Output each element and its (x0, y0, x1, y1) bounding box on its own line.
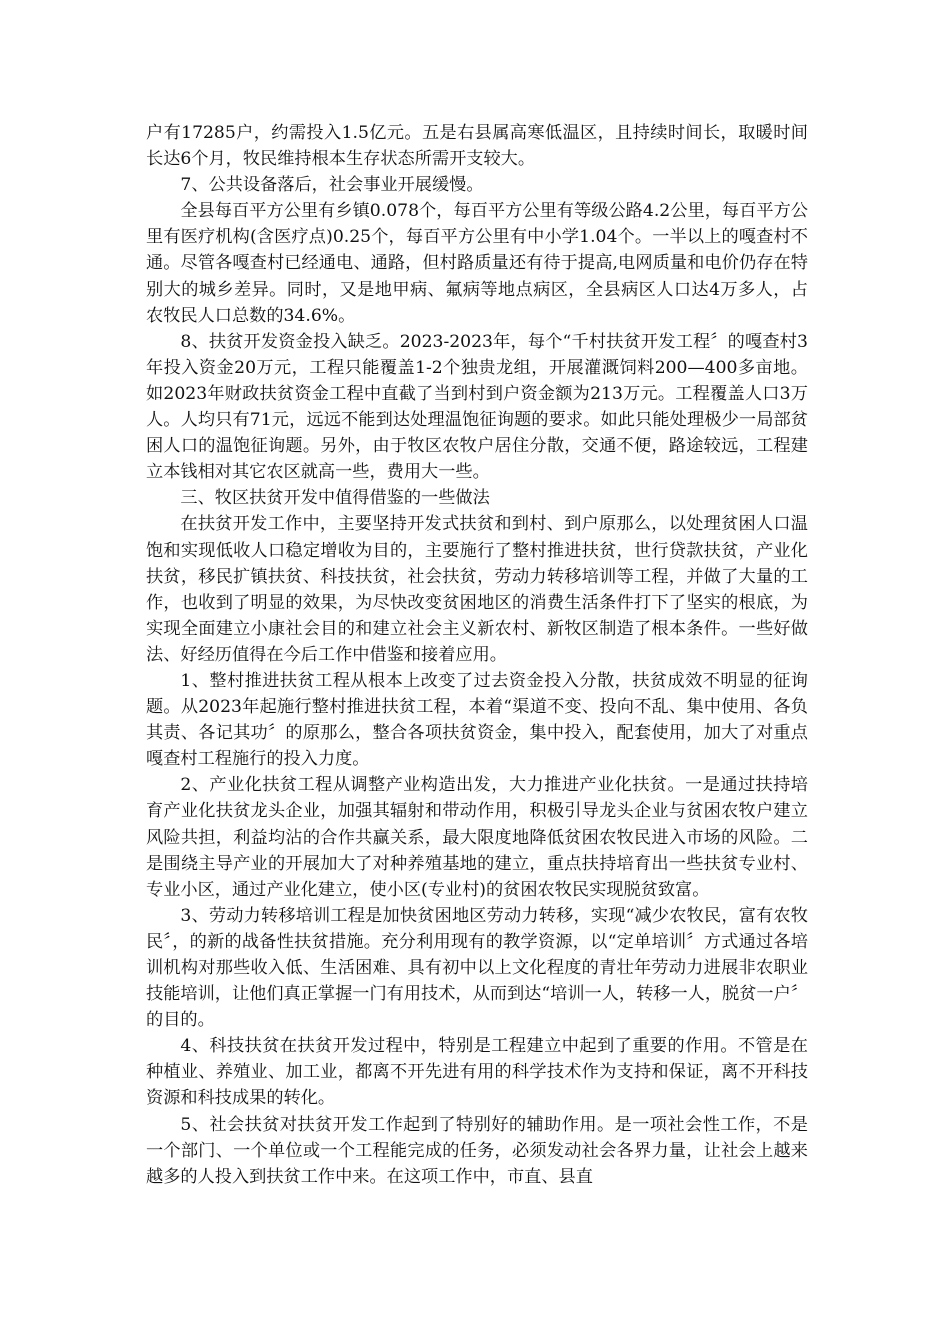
document-page (146, 120, 808, 1190)
heading-public-facilities: 7、公共设备落后，社会事业开展缓慢。 (180, 175, 484, 196)
paragraph-county-statistics: 全县每百平方公里有乡镇0.078个，每百平方公里有等级公路4.2公里，每百平方公里有医疗机构(含医疗点)0.25个，每百平方公里有中小学1.04个。一半以上的嘎查村不通。尽管各嘎查村已经通电、通路，但村路质量还有待于提高,电网质量和电价仍存在特别大的城乡差异。同时，又是地甲病、氟病等地点病区，全县病区人口达4万多人，占农牧民人口总数的34.6%。 (146, 201, 808, 326)
paragraph-industrialization: 2、产业化扶贫工程从调整产业构造出发，大力推进产业化扶贫。一是通过扶持培育产业化扶贫龙头企业，加强其辐射和带动作用，积极引导龙头企业与贫困农牧户建立风险共担，利益均沾的合作共赢关系，最大限度地降低贫困农牧民进入市场的风险。二是围绕主导产业的开展加大了对种养殖基地的建立，重点扶持培育出一些扶贫专业村、专业小区，通过产业化建立，使小区(专业村)的贫困农牧民实现脱贫致富。 (146, 775, 808, 900)
paragraph-continuation: 户有17285户，约需投入1.5亿元。五是右县属高寒低温区，且持续时间长，取暖时间长达6个月，牧民维持根本生存状态所需开支较大。 (146, 123, 808, 170)
section-heading-practices: 三、牧区扶贫开发中值得借鉴的一些做法 (180, 488, 490, 509)
paragraph-whole-village: 1、整村推进扶贫工程从根本上改变了过去资金投入分散，扶贫成效不明显的征询题。从2023年起施行整村推进扶贫工程，本着“渠道不变、投向不乱、集中使用、各负其责、各记其功〞的原那么，整合各项扶贫资金，集中投入，配套使用，加大了对重点嘎查村工程施行的投入力度。 (146, 670, 808, 770)
paragraph-technology: 4、科技扶贫在扶贫开发过程中，特别是工程建立中起到了重要的作用。不管是在种植业、养殖业、加工业，都离不开先进有用的科学技术作为支持和保证，离不开科技资源和科技成果的转化。 (146, 1036, 808, 1109)
paragraph-social-aid: 5、社会扶贫对扶贫开发工作起到了特别好的辅助作用。是一项社会性工作，不是一个部门、一个单位或一个工程能完成的任务，必须发动社会各界力量，让社会上越来越多的人投入到扶贫工作中来。在这项工作中，市直、县直 (146, 1114, 808, 1187)
paragraph-practices-intro: 在扶贫开发工作中，主要坚持开发式扶贫和到村、到户原那么，以处理贫困人口温饱和实现低收人口稳定增收为目的，主要施行了整村推进扶贫，世行贷款扶贫，产业化扶贫，移民扩镇扶贫、科技扶贫，社会扶贫，劳动力转移培训等工程，并做了大量的工作，也收到了明显的效果，为尽快改变贫困地区的消费生活条件打下了坚实的根底，为实现全面建立小康社会目的和建立社会主义新农村、新牧区制造了根本条件。一些好做法、好经历值得在今后工作中借鉴和接着应用。 (146, 514, 808, 665)
paragraph-labor-transfer: 3、劳动力转移培训工程是加快贫困地区劳动力转移，实现“减少农牧民，富有农牧民〞，的新的战备性扶贫措施。充分利用现有的教学资源，以“定单培训〞方式通过各培训机构对那些收入低、生活困难、具有初中以上文化程度的青壮年劳动力进展非农职业技能培训，让他们真正掌握一门有用技术，从而到达“培训一人，转移一人，脱贫一户〞的目的。 (146, 905, 808, 1031)
paragraph-funding-shortage: 8、扶贫开发资金投入缺乏。2023-2023年，每个“千村扶贫开发工程〞的嘎查村3年投入资金20万元，工程只能覆盖1-2个独贵龙组，开展灌溉饲料200—400多亩地。如2023年财政扶贫资金工程中直截了当到村到户资金额为213万元。工程覆盖人口3万人。人均只有71元，远远不能到达处理温饱征询题的要求。如此只能处理极少一局部贫困人口的温饱征询题。另外，由于牧区农牧户居住分散，交通不便，路途较远，工程建立本钱相对其它农区就高一些，费用大一些。 (146, 331, 808, 483)
